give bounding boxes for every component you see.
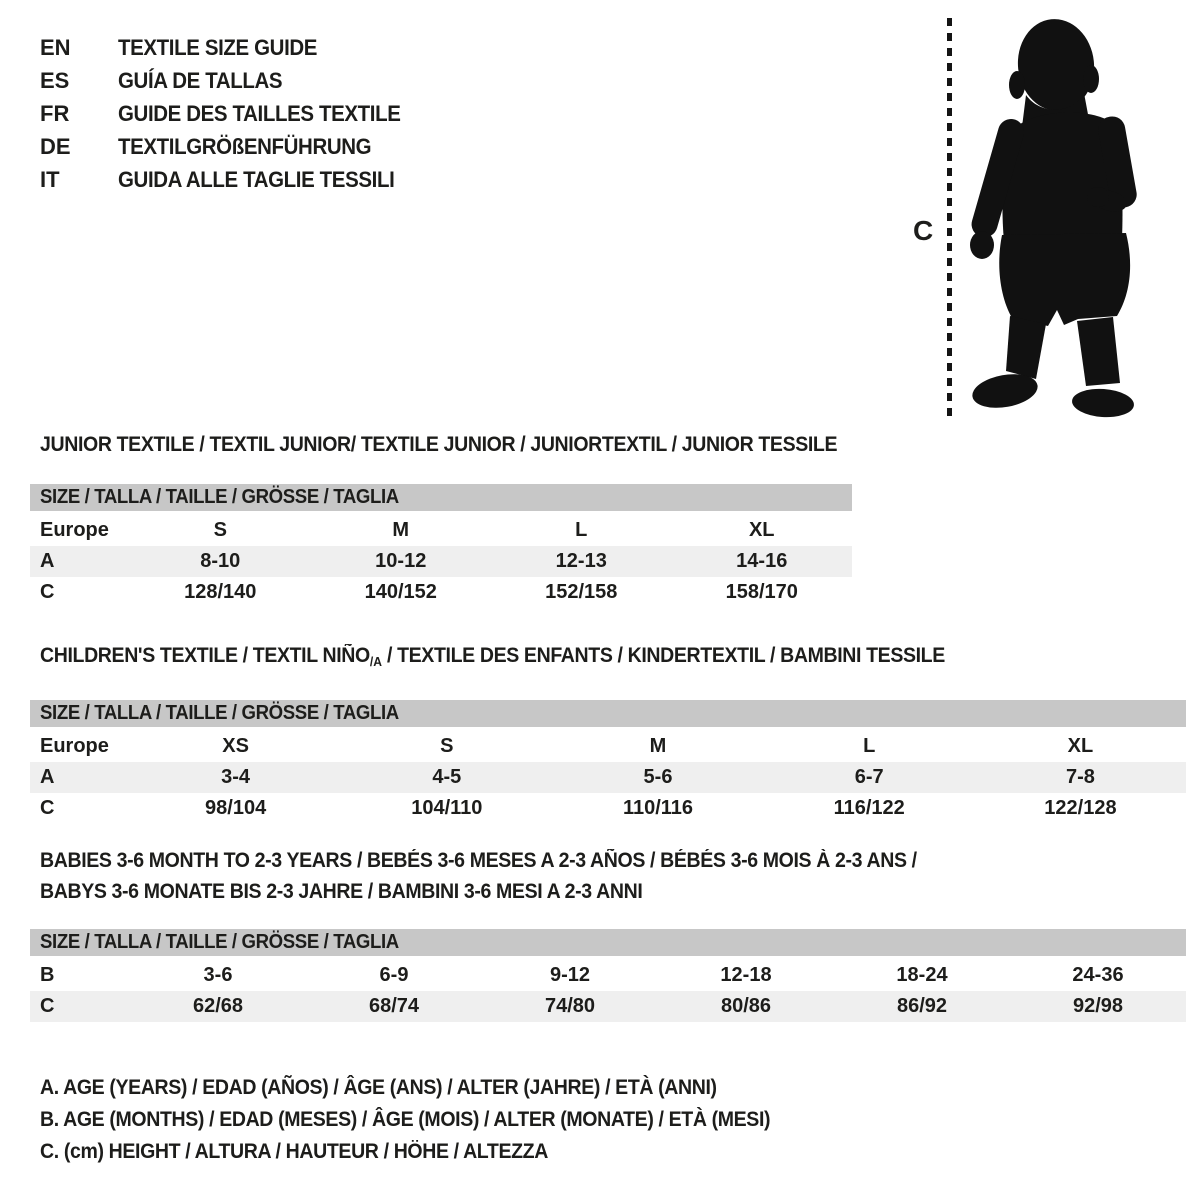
section-heading-babies	[40, 845, 983, 907]
junior-size-table	[30, 484, 852, 608]
language-code: FR	[40, 101, 70, 126]
row-label: C	[40, 797, 55, 819]
size-cell: 74/80	[544, 995, 596, 1017]
row-label: Europe	[40, 735, 109, 757]
language-code: IT	[40, 167, 60, 192]
footnote-b: B. AGE (MONTHS) / EDAD (MESES) / ÂGE (MOIS) / ALTER (MONATE) / ETÀ (MESI)	[40, 1108, 771, 1131]
size-cell: 14-16	[736, 550, 788, 572]
size-cell: 9-12	[549, 964, 591, 986]
table-row	[30, 515, 852, 546]
size-cell: 3-6	[203, 964, 233, 986]
heading-subscript: /A	[369, 654, 382, 669]
size-cell: 12-18	[720, 964, 772, 986]
section-heading-children: CHILDREN'S TEXTILE / TEXTIL NIÑO/A / TEXTILE DES ENFANTS / KINDERTEXTIL / BAMBINI TESSILE	[40, 644, 945, 669]
size-cell: L	[863, 735, 876, 757]
children-size-table	[30, 700, 1186, 824]
size-cell: L	[575, 519, 588, 541]
table-row	[30, 577, 852, 608]
size-cell: 62/68	[192, 995, 244, 1017]
row-label: C	[40, 581, 55, 603]
row-label: Europe	[40, 519, 109, 541]
size-cell: M	[392, 519, 410, 541]
size-cell: 140/152	[364, 581, 437, 603]
table-row	[30, 762, 1186, 793]
language-code: ES	[40, 68, 70, 93]
size-cell: S	[440, 735, 454, 757]
babies-size-table	[30, 929, 1186, 1022]
size-cell: 7-8	[1065, 766, 1095, 788]
table-row	[30, 546, 852, 577]
size-cell: 152/158	[545, 581, 618, 603]
row-label: A	[40, 766, 55, 788]
table-row	[30, 793, 1186, 824]
row-label: B	[40, 964, 55, 986]
size-cell: 18-24	[896, 964, 948, 986]
language-label: GUIDA ALLE TAGLIE TESSILI	[118, 167, 395, 192]
language-row	[40, 163, 422, 196]
size-header-bar: SIZE / TALLA / TAILLE / GRÖSSE / TAGLIA	[30, 700, 1186, 727]
language-row	[40, 64, 422, 97]
size-cell: XL	[1067, 735, 1094, 757]
size-cell: 80/86	[720, 995, 772, 1017]
size-cell: M	[649, 735, 667, 757]
language-row	[40, 31, 422, 64]
size-cell: 98/104	[205, 797, 267, 819]
language-code: EN	[40, 35, 71, 60]
size-cell: 110/116	[622, 797, 694, 819]
language-code: DE	[40, 134, 71, 159]
size-header-bar: SIZE / TALLA / TAILLE / GRÖSSE / TAGLIA	[30, 929, 1186, 956]
footnote-c: C. (cm) HEIGHT / ALTURA / HAUTEUR / HÖHE / ALTEZZA	[40, 1140, 548, 1163]
size-cell: 12-13	[555, 550, 607, 572]
size-cell: 6-7	[854, 766, 884, 788]
size-cell: 10-12	[375, 550, 427, 572]
babies-heading-line2: BABYS 3-6 MONATE BIS 2-3 JAHRE / BAMBINI 3-6 MESI A 2-3 ANNI	[40, 880, 643, 903]
size-cell: 4-5	[432, 766, 462, 788]
size-cell: XL	[748, 519, 775, 541]
footnotes	[40, 1072, 825, 1168]
babies-heading-line1: BABIES 3-6 MONTH TO 2-3 YEARS / BEBÉS 3-6 MESES A 2-3 AÑOS / BÉBÉS 3-6 MOIS À 2-3 ANS /	[40, 849, 917, 872]
size-cell: 158/170	[725, 581, 798, 603]
language-label: GUIDE DES TAILLES TEXTILE	[118, 101, 401, 126]
size-cell: S	[213, 519, 227, 541]
size-cell: 6-9	[379, 964, 409, 986]
table-row	[30, 991, 1186, 1022]
size-cell: 128/140	[184, 581, 257, 603]
size-cell: 5-6	[643, 766, 673, 788]
language-label: GUÍA DE TALLAS	[118, 68, 283, 93]
section-heading-junior: JUNIOR TEXTILE / TEXTIL JUNIOR/ TEXTILE JUNIOR / JUNIORTEXTIL / JUNIOR TESSILE	[40, 433, 838, 456]
height-dashed-line	[947, 18, 952, 418]
size-cell: 3-4	[221, 766, 251, 788]
size-cell: 24-36	[1072, 964, 1124, 986]
language-label: TEXTILGRÖßENFÜHRUNG	[118, 134, 372, 159]
language-list	[40, 31, 422, 196]
language-row	[40, 130, 422, 163]
language-row	[40, 97, 422, 130]
size-cell: 68/74	[368, 995, 420, 1017]
footnote-a: A. AGE (YEARS) / EDAD (AÑOS) / ÂGE (ANS) / ALTER (JAHRE) / ETÀ (ANNI)	[40, 1076, 717, 1099]
figure-measure-label-c: C	[913, 215, 934, 246]
row-label: A	[40, 550, 55, 572]
size-cell: 122/128	[1044, 797, 1117, 819]
table-row	[30, 960, 1186, 991]
size-header-bar: SIZE / TALLA / TAILLE / GRÖSSE / TAGLIA	[30, 484, 852, 511]
toddler-silhouette-icon	[960, 13, 1140, 423]
size-cell: 86/92	[896, 995, 948, 1017]
language-label: TEXTILE SIZE GUIDE	[118, 35, 318, 60]
row-label: C	[40, 995, 55, 1017]
size-cell: XS	[222, 735, 249, 757]
size-cell: 104/110	[411, 797, 483, 819]
size-cell: 116/122	[833, 797, 905, 819]
table-row	[30, 731, 1186, 762]
size-cell: 92/98	[1072, 995, 1124, 1017]
size-cell: 8-10	[200, 550, 241, 572]
